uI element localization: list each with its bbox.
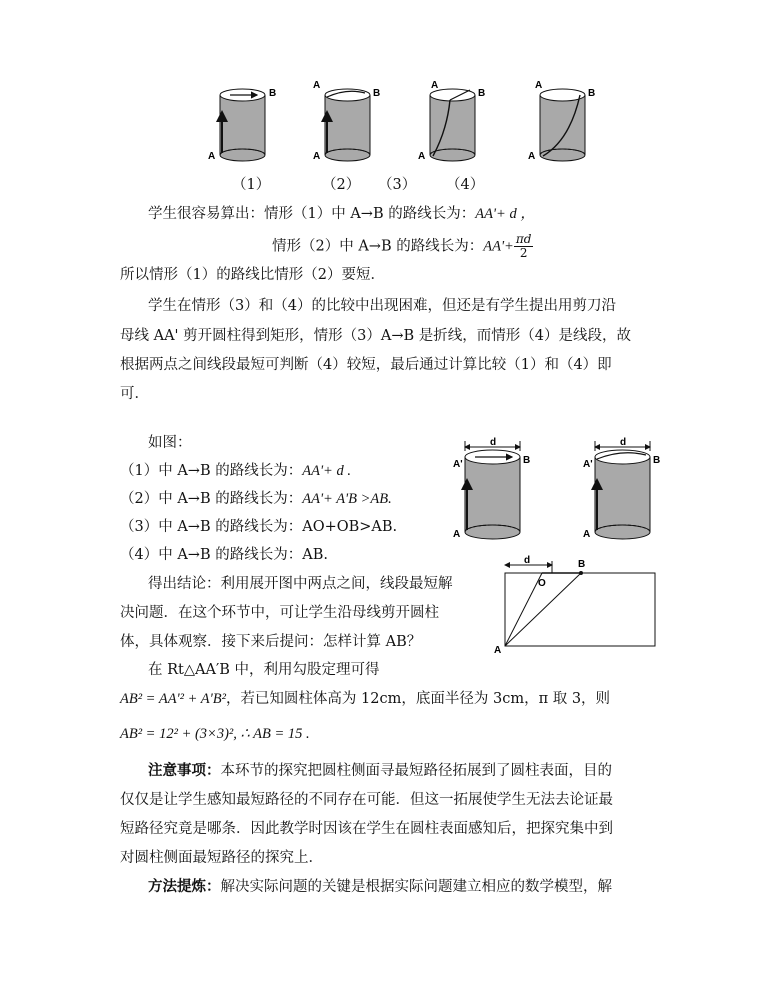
label-aprime-2: A' bbox=[583, 459, 593, 470]
case-4 bbox=[120, 545, 328, 565]
intro-line-1 bbox=[148, 204, 535, 224]
conclusion-line-4: 在 Rt△AA′B 中，利用勾股定理可得 bbox=[148, 662, 380, 678]
cylinder-right-2 bbox=[595, 441, 650, 539]
case-1-text: （1）中 A→B 的路线长为： bbox=[120, 463, 303, 479]
label-a-right-1: A bbox=[453, 529, 461, 540]
intro-line-1-formula: AA'+ d ， bbox=[475, 206, 535, 222]
label-a-1: A bbox=[208, 151, 216, 162]
label-b-2: B bbox=[373, 88, 381, 99]
figure-label-1: （1） bbox=[232, 177, 271, 193]
case-3 bbox=[120, 517, 397, 537]
case-3-formula: AO+OB>AB. bbox=[302, 519, 398, 535]
notes-line-4: 对圆柱侧面最短路径的探究上． bbox=[120, 850, 323, 866]
para1-line-4: 可． bbox=[120, 386, 149, 402]
case-3-text: （3）中 A→B 的路线长为： bbox=[120, 519, 303, 535]
frac-denominator: 2 bbox=[519, 246, 528, 260]
figure-intro: 如图： bbox=[148, 435, 192, 451]
label-d-2: d bbox=[620, 437, 627, 448]
formula-line-1-text: ，若已知圆柱体高为 12cm，底面半径为 3cm，π 取 3，则 bbox=[225, 691, 611, 707]
intro-line-2-text: 情形（2）中 A→B 的路线长为： bbox=[272, 238, 484, 255]
label-a-rect: A bbox=[494, 645, 502, 655]
label-b-1: B bbox=[269, 88, 277, 99]
para1-line-3: 根据两点之间线段最短可判断（4）较短，最后通过计算比较（1）和（4）即 bbox=[120, 357, 612, 373]
figure-label-3: （3） bbox=[378, 177, 417, 193]
case-2 bbox=[120, 489, 392, 509]
case-4-text: （4）中 A→B 的路线长为： bbox=[120, 547, 303, 563]
formula-line-1 bbox=[120, 689, 610, 709]
label-b-4: B bbox=[588, 88, 596, 99]
pythagoras-formula: AB² = AA'² + A'B² bbox=[120, 691, 226, 707]
cylinder-figures-top bbox=[205, 80, 605, 175]
intro-line-1-text: 学生很容易算出：情形（1）中 A→B 的路线长为： bbox=[148, 206, 476, 222]
case-2-text: （2）中 A→B 的路线长为： bbox=[120, 491, 303, 507]
cylinder-4 bbox=[540, 89, 585, 161]
label-a-top-3: A bbox=[431, 80, 439, 91]
case-1-formula: AA'+ d . bbox=[302, 463, 351, 479]
label-b-3: B bbox=[478, 88, 486, 99]
formula-line-2 bbox=[120, 724, 310, 744]
cylinder-figures-right bbox=[450, 435, 665, 550]
label-a-right-2: A bbox=[583, 529, 591, 540]
label-a-top-4: A bbox=[535, 80, 543, 91]
notes-text-1: 本环节的探究把圆柱侧面寻最短路径拓展到了圆柱表面，目的 bbox=[220, 763, 612, 779]
label-o: O bbox=[538, 578, 546, 589]
frac-numerator: πd bbox=[515, 232, 532, 246]
case-1 bbox=[120, 461, 351, 481]
figure-label-2: （2） bbox=[322, 177, 361, 193]
para1-line-2: 母线 AA' 剪开圆柱得到矩形，情形（3）A→B 是折线，而情形（4）是线段，故 bbox=[120, 328, 631, 344]
pi-d-over-2 bbox=[514, 233, 534, 260]
label-a-top-2: A bbox=[313, 80, 321, 91]
label-a-4: A bbox=[528, 151, 536, 162]
label-b-right-1: B bbox=[523, 455, 531, 466]
notes-line-1 bbox=[148, 761, 612, 781]
cylinder-2 bbox=[325, 89, 370, 161]
cylinder-3 bbox=[430, 89, 475, 161]
cylinder-1 bbox=[220, 89, 265, 161]
label-d-rect: d bbox=[524, 555, 531, 566]
label-d-1: d bbox=[490, 437, 497, 448]
method-text: 解决实际问题的关键是根据实际问题建立相应的数学模型，解 bbox=[220, 879, 612, 895]
label-b-right-2: B bbox=[653, 455, 661, 466]
intro-line-2-formula: AA'+ bbox=[483, 238, 514, 255]
label-b-rect: B bbox=[578, 559, 586, 570]
conclusion-line-2: 决问题．在这个环节中，可让学生沿母线剪开圆柱 bbox=[120, 605, 439, 621]
method-label: 方法提炼： bbox=[148, 878, 221, 895]
para1-line-1: 学生在情形（3）和（4）的比较中出现困难，但还是有学生提出用剪刀沿 bbox=[148, 298, 616, 314]
intro-line-2 bbox=[272, 233, 533, 260]
method-line bbox=[148, 877, 612, 897]
notes-label: 注意事项： bbox=[148, 762, 221, 779]
notes-line-2: 仅仅是让学生感知最短路径的不同存在可能．但这一拓展使学生无法去论证最 bbox=[120, 792, 613, 808]
figure-label-4: （4） bbox=[446, 177, 485, 193]
intro-line-3: 所以情形（1）的路线比情形（2）要短． bbox=[120, 267, 385, 283]
label-aprime-1: A' bbox=[453, 459, 463, 470]
unfolded-rectangle-diagram bbox=[490, 555, 660, 655]
conclusion-line-3: 体，具体观察．接下来后提问：怎样计算 AB？ bbox=[120, 634, 422, 650]
notes-line-3: 短路径究竟是哪条．因此教学时因该在学生在圆柱表面感知后，把探究集中到 bbox=[120, 821, 613, 837]
cylinder-right-1 bbox=[465, 441, 520, 539]
case-2-formula: AA'+ A'B >AB. bbox=[302, 491, 392, 507]
conclusion-line-1: 得出结论：利用展开图中两点之间，线段最短解 bbox=[148, 576, 453, 592]
case-4-formula: AB. bbox=[302, 547, 328, 563]
label-a-2: A bbox=[313, 151, 321, 162]
label-a-3: A bbox=[418, 151, 426, 162]
result-formula: AB² = 12² + (3×3)², ∴ AB = 15 . bbox=[120, 726, 310, 742]
